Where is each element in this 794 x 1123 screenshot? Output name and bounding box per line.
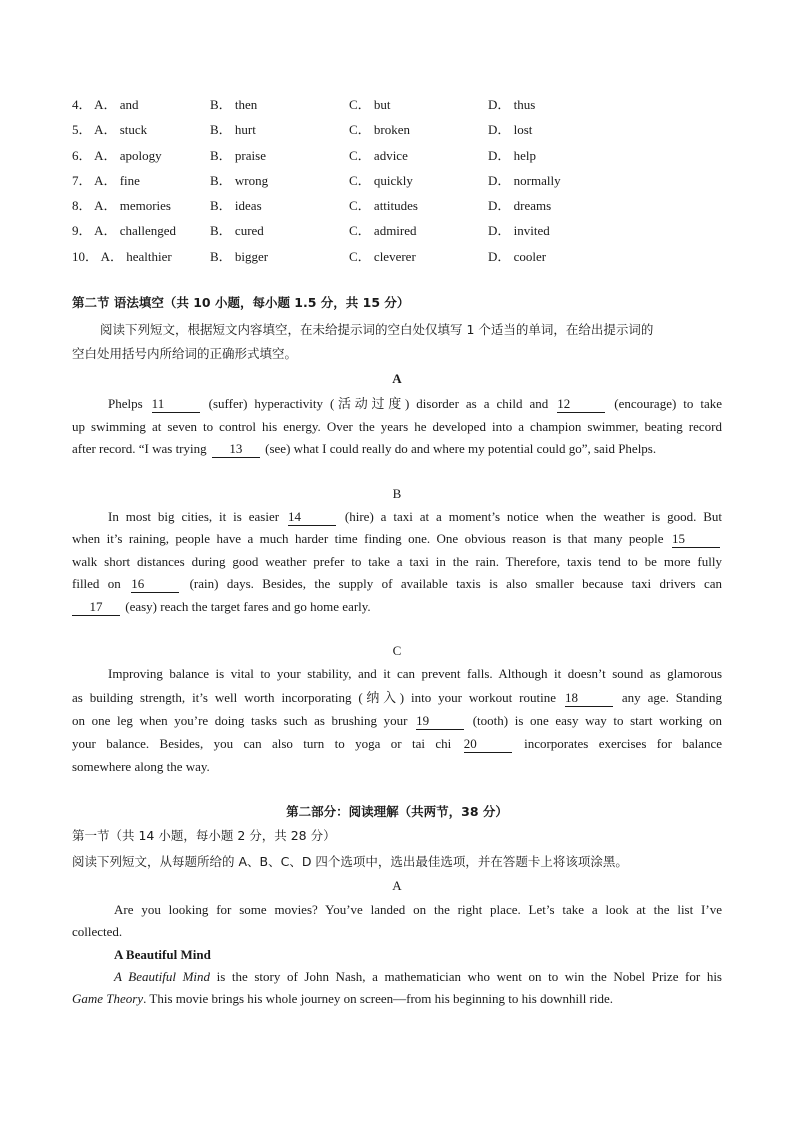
passage-a-line-2: up swimming at seven to control his energy. Over the years he developed into a champion swimmer, beating record (72, 419, 722, 434)
option-c: C． broken (349, 122, 411, 137)
movie-desc-line-1: A Beautiful Mind is the story of John Nash, a mathematician who went on to win the Nobel Prize for his (114, 969, 722, 984)
option-a: 6． A． apology (72, 148, 162, 163)
part2-passage-a-label: A (392, 878, 402, 893)
part2-heading: 第二部分：阅读理解（共两节，38 分） (286, 804, 508, 819)
passage-b-line-3: walk short distances during good weather prefer to take a taxi in the rain. Therefore, taxis tend to be more fully (72, 554, 722, 569)
section2-heading: 第二节 语法填空（共 10 小题，每小题 1.5 分，共 15 分） (72, 295, 410, 310)
section2-instruction-1: 阅读下列短文，根据短文内容填空，在未给提示词的空白处仅填写 1 个适当的单词，在给出提示词的 (100, 322, 654, 337)
option-d: D． dreams (488, 198, 552, 213)
question-10-options (72, 247, 732, 267)
passage-c-line-2: as building strength, it’s well worth incorporating (纳入) into your workout routine 18 any age. Standing (72, 690, 723, 705)
passage-b-line-2: when it’s raining, people have a much harder time finding one. One obvious reason is that many people 15 (72, 528, 722, 550)
option-a: 8． A． memories (72, 198, 171, 213)
blank-15[interactable]: 15 (672, 531, 720, 548)
question-7-options (72, 171, 732, 191)
option-d: D． thus (488, 97, 536, 112)
option-c: C． cleverer (349, 249, 416, 264)
option-a: 10． A． healthier (72, 249, 172, 264)
passage-c-label: C (392, 643, 402, 658)
passage-c-line-1: Improving balance is vital to your stability, and it can prevent falls. Although it doesn’t sound as glamorous (108, 666, 722, 681)
passage-b-line-4: filled on 16 (rain) days. Besides, the supply of available taxis is also smaller because taxi drivers can (72, 576, 723, 591)
option-a: 4． A． and (72, 97, 139, 112)
passage-a-label: A (392, 371, 402, 386)
blank-18[interactable]: 18 (565, 690, 613, 707)
question-8-options (72, 196, 732, 216)
part2-subheading: 第一节（共 14 小题，每小题 2 分，共 28 分） (72, 828, 336, 843)
blank-19[interactable]: 19 (416, 713, 464, 730)
question-6-options (72, 146, 732, 166)
blank-12[interactable]: 12 (557, 396, 605, 413)
question-4-options (72, 95, 732, 115)
option-d: D． help (488, 148, 537, 163)
passage-a-line-3: after record. “I was trying 13 (see) what I could really do and where my potential could go”, said Phelps. (72, 441, 657, 456)
option-c: C． attitudes (349, 198, 418, 213)
movie-title: A Beautiful Mind (114, 947, 211, 962)
option-d: D． lost (488, 122, 533, 137)
passage-c-line-5: somewhere along the way. (72, 759, 210, 774)
option-b: B． praise (210, 148, 266, 163)
passage-b-line-5: 17 (easy) reach the target fares and go home early. (72, 596, 722, 618)
blank-14[interactable]: 14 (288, 509, 336, 526)
blank-17[interactable]: 17 (72, 599, 120, 616)
option-c: C． but (349, 97, 391, 112)
option-d: D． normally (488, 173, 561, 188)
reading-intro-line-1: Are you looking for some movies? You’ve landed on the right place. Let’s take a look at the list I’ve (114, 902, 722, 917)
option-c: C． advice (349, 148, 408, 163)
option-a: 5． A． stuck (72, 122, 148, 137)
question-9-options (72, 221, 732, 241)
movie-desc-line-2: Game Theory. This movie brings his whole journey on screen—from his beginning to his downhill ride. (72, 991, 614, 1006)
passage-b-line-1: In most big cities, it is easier 14 (hire) a taxi at a moment’s notice when the weather is good. But (108, 509, 723, 524)
passage-b-label: B (392, 486, 402, 501)
option-b: B． hurt (210, 122, 256, 137)
option-a: 7． A． fine (72, 173, 140, 188)
section2-instruction-2: 空白处用括号内所给词的正确形式填空。 (72, 346, 298, 361)
reading-intro-line-2: collected. (72, 924, 123, 939)
option-d: D． cooler (488, 249, 547, 264)
option-b: B． cured (210, 223, 264, 238)
option-b: B． then (210, 97, 258, 112)
option-b: B． bigger (210, 249, 269, 264)
option-c: C． quickly (349, 173, 413, 188)
option-b: B． ideas (210, 198, 262, 213)
option-c: C． admired (349, 223, 417, 238)
blank-11[interactable]: 11 (152, 396, 200, 413)
option-d: D． invited (488, 223, 550, 238)
option-a: 9． A． challenged (72, 223, 177, 238)
passage-c-line-4: your balance. Besides, you can also turn to yoga or tai chi 20 incorporates exercises for balance (72, 736, 723, 751)
blank-13[interactable]: 13 (212, 441, 260, 458)
blank-16[interactable]: 16 (131, 576, 179, 593)
question-5-options (72, 120, 732, 140)
blank-20[interactable]: 20 (464, 736, 512, 753)
option-b: B． wrong (210, 173, 269, 188)
passage-c-line-3: on one leg when you’re doing tasks such as brushing your 19 (tooth) is one easy way to start working on (72, 713, 723, 728)
part2-instruction: 阅读下列短文，从每题所给的 A、B、C、D 四个选项中，选出最佳选项，并在答题卡上将该项涂黑。 (72, 854, 628, 869)
passage-a-line-1: Phelps 11 (suffer) hyperactivity (活动过度) disorder as a child and 12 (encourage) to take (108, 396, 723, 411)
